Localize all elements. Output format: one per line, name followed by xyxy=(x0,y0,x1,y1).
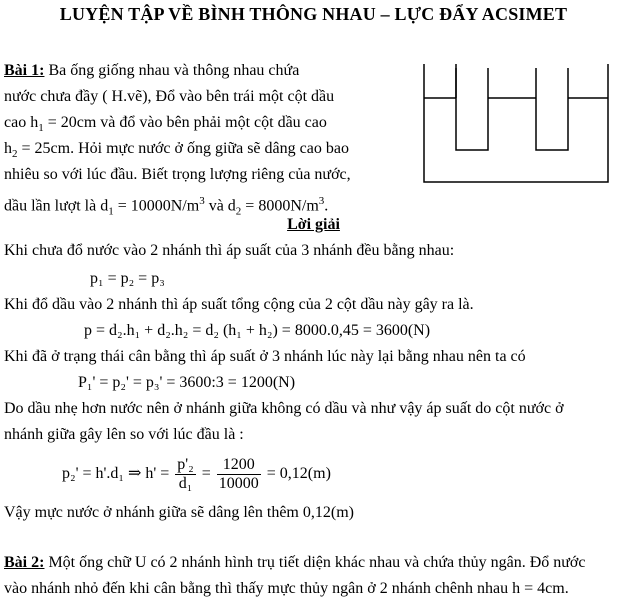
bai1-l6c: = 10000N/m xyxy=(113,197,200,215)
bai1-text-1: Ba ống giống nhau và thông nhau chứa xyxy=(48,62,300,79)
bai1-l6f: 2 xyxy=(235,205,242,218)
bai1-l6i: . xyxy=(324,197,329,215)
solution-line-2: Khi đổ dầu vào 2 nhánh thì áp suất tổng cộng của 2 cột dầu này gây ra là. xyxy=(4,296,474,313)
equation-3: P₁' = p₂' = p₃' = 3600:3 = 1200(N) xyxy=(78,374,296,391)
bai1-line-5: nhiêu so với lúc đầu. Biết trọng lượng riêng của nước, xyxy=(4,166,351,183)
bai2-line-2: vào nhánh nhỏ đến khi cân bằng thì thấy mực thủy ngân ở 2 nhánh chênh nhau h = 4cm. xyxy=(4,580,569,597)
bai1-label: Bài 1: xyxy=(4,62,45,79)
solution-line-1: Khi chưa đổ nước vào 2 nhánh thì áp suất của 3 nhánh đều bằng nhau: xyxy=(4,242,455,259)
divider-left xyxy=(456,68,488,150)
bai1-l3a: cao h xyxy=(4,114,39,131)
bai2-label: Bài 2: xyxy=(4,554,45,571)
eq4-result: = 0,12(m) xyxy=(262,465,331,482)
bai1-line-1 xyxy=(4,62,299,80)
bai1-l6d: 3 xyxy=(199,195,205,207)
bai1-l6g: = 8000N/m xyxy=(241,197,319,215)
equation-2: p = d₂.h₁ + d₂.h₂ = d₂ (h₁ + h₂) = 8000.0,45 = 3600(N) xyxy=(84,322,431,339)
fraction-2-num: 1200 xyxy=(217,456,261,475)
bai1-line-4 xyxy=(4,140,349,163)
fraction-2-den: 10000 xyxy=(218,474,259,492)
bai1-line-2: nước chưa đầy ( H.vẽ), Đổ vào bên trái một cột dầu xyxy=(4,88,335,105)
bai1-l3b: 1 xyxy=(38,122,44,135)
bai1-l4c: = 25cm. Hỏi mực nước ở ống giữa sẽ dâng cao bao xyxy=(17,140,349,157)
connected-tubes-figure xyxy=(416,62,616,192)
solution-line-4: Do dầu nhẹ hơn nước nên ở nhánh giữa không có dầu và như vậy áp suất do cột nước ở xyxy=(4,400,564,417)
solution-line-5: nhánh giữa gây lên so với lúc đầu là : xyxy=(4,426,244,443)
page-title: LUYỆN TẬP VỀ BÌNH THÔNG NHAU – LỰC ĐẨY ACSIMET xyxy=(59,4,568,24)
bai1-l3c: = 20cm và đổ vào bên phải một cột dầu cao xyxy=(43,114,327,131)
bai2-line-1 xyxy=(4,554,585,572)
fraction-2 xyxy=(217,456,261,493)
equation-1: p₁ = p₂ = p₃ xyxy=(90,270,165,287)
bai1-l4b: 2 xyxy=(12,148,18,161)
bai1-l6e: và d xyxy=(204,197,236,215)
bai2-text-1: Một ống chữ U có 2 nhánh hình trụ tiết diện khác nhau và chứa thủy ngân. Đổ nước xyxy=(44,554,586,571)
fraction-1-den: d₁ xyxy=(178,474,193,492)
solution-conclusion: Vậy mực nước ở nhánh giữa sẽ dâng lên thêm 0,12(m) xyxy=(4,504,354,521)
bai1-l4a: h xyxy=(4,140,12,157)
equation-4 xyxy=(62,452,331,496)
fraction-1-num: p'₂ xyxy=(177,455,194,473)
bai1-l6h: 3 xyxy=(318,195,325,207)
bai1-l6b: 1 xyxy=(108,205,114,218)
bai1-l6a: dầu lần lượt là d xyxy=(4,197,109,215)
fraction-1 xyxy=(175,456,195,493)
bai1-line-3 xyxy=(4,114,327,137)
solution-line-3: Khi đã ở trạng thái cân bằng thì áp suất ở 3 nhánh lúc này lại bằng nhau nên ta có xyxy=(4,348,526,365)
eq4-lhs: p₂' = h'.d₁ ⇒ h' = xyxy=(62,465,174,482)
eq4-mid: = xyxy=(197,465,215,482)
vessel-outline xyxy=(424,64,608,182)
solution-heading: Lời giải xyxy=(287,216,340,233)
divider-right xyxy=(536,68,568,150)
